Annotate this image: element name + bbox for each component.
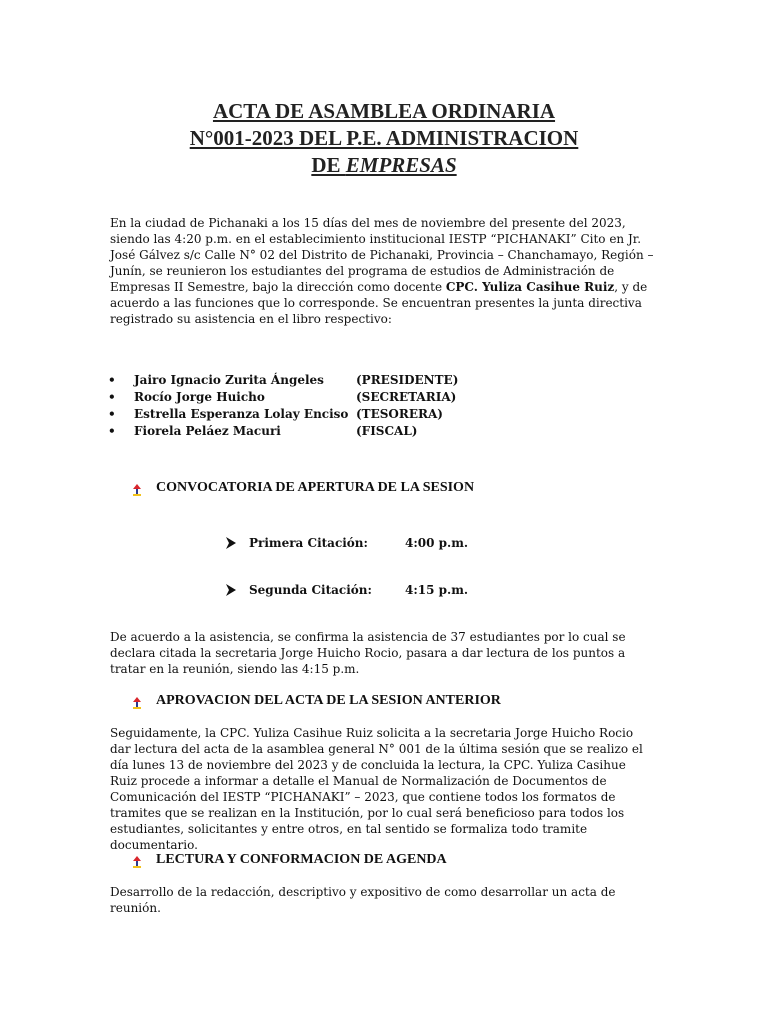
teacher-name: CPC. Yuliza Casihue Ruiz [445, 280, 615, 294]
arrow-bullet-stem [136, 489, 138, 494]
citation-time: 4:00 p.m. [405, 536, 469, 550]
bullet-icon: • [108, 407, 116, 421]
arrowhead-bullet-icon [225, 536, 237, 550]
arrow-bullet-shape [133, 697, 141, 702]
title-italic: EMPRESAS [345, 153, 457, 177]
bullet-icon: • [108, 424, 116, 438]
list-item [108, 389, 568, 406]
arrow-bullet-shape [133, 484, 141, 489]
member-role: (FISCAL) [356, 424, 418, 438]
list-item [108, 372, 568, 389]
citation-time: 4:15 p.m. [405, 583, 469, 597]
arrow-bullet-base [133, 494, 141, 496]
arrow-bullet-stem [136, 861, 138, 866]
document-title-line-3 [0, 152, 768, 179]
list-item [108, 406, 568, 423]
arrow-bullet-base [133, 707, 141, 709]
arrow-bullet-icon [130, 855, 144, 869]
member-name: Jairo Ignacio Zurita Ángeles [134, 373, 324, 387]
arrow-bullet-shape [133, 856, 141, 861]
member-name: Rocío Jorge Huicho [134, 390, 265, 404]
member-role: (SECRETARIA) [356, 390, 457, 404]
title-prefix: DE [311, 153, 346, 177]
list-item [108, 423, 568, 440]
board-members-list [108, 372, 568, 440]
member-name: Fiorela Peláez Macuri [134, 424, 281, 438]
arrowhead-shape [226, 537, 236, 549]
arrowhead-bullet-icon [225, 583, 237, 597]
citation-label: Segunda Citación: [249, 583, 372, 597]
bullet-icon: • [108, 373, 116, 387]
attendance-paragraph: De acuerdo a la asistencia, se confirma la asistencia de 37 estudiantes por lo cual se declara citada la secretaria Jorge Huicho Rocio, pasara a dar lectura de los puntos a tratar en la reunión, siendo las 4:15 p.m. [110, 630, 626, 676]
bullet-icon: • [108, 390, 116, 404]
citation-label: Primera Citación: [249, 536, 368, 550]
intro-text-end: , y de acuerdo a las funciones que lo corresponde. Se encuentran presentes la junta directiva registrado su asistencia en el libro respectivo: [110, 280, 648, 326]
intro-paragraph [110, 215, 655, 327]
member-role: (TESORERA) [356, 407, 443, 421]
intro-text-start: En la ciudad de Pichanaki a los 15 días del mes de noviembre del presente del 2023, siendo las 4:20 p.m. en el establecimiento institucional IESTP “PICHANAKI” Cito en Jr. José Gálvez s/c Calle N° 02 del Distrito de Pichanaki, Provincia – Chanchamayo, Región – Junín, se reunieron los estudiantes del programa de estudios de Administración de Empresas II Semestre, bajo la dirección como docente [110, 216, 654, 294]
agenda-paragraph: Desarrollo de la redacción, descriptivo y expositivo de como desarrollar un acta de reunión. [110, 885, 616, 915]
arrow-bullet-icon [130, 696, 144, 710]
arrow-bullet-icon [130, 483, 144, 497]
approval-paragraph: Seguidamente, la CPC. Yuliza Casihue Ruiz solicita a la secretaria Jorge Huicho Rocio dar lectura del acta de la asamblea general N° 001 de la última sesión que se realizo el día lunes 13 de noviembre del 2023 y de concluida la lectura, la CPC. Yuliza Casihue Ruiz procede a informar a detalle el Manual de Normalización de Documentos de Comunicación del IESTP “PICHANAKI” – 2023, que contiene todos los formatos de tramites que se realizan en la Institución, por lo cual será beneficioso para todos los estudiantes, solicitantes y entre otros, en tal sentido se formaliza todo tramite documentario. [110, 726, 643, 852]
document-title-line-1: ACTA DE ASAMBLEA ORDINARIA [212, 99, 556, 123]
document-title-line-2: N°001-2023 DEL P.E. ADMINISTRACION [189, 126, 579, 150]
arrowhead-shape [226, 584, 236, 596]
arrow-bullet-base [133, 866, 141, 868]
member-role: (PRESIDENTE) [356, 373, 459, 387]
member-name: Estrella Esperanza Lolay Enciso [134, 407, 349, 421]
document-page: ACTA DE ASAMBLEA ORDINARIA N°001-2023 DEL P.E. ADMINISTRACION DE EMPRESAS En la ciudad de Pichanaki a los 15 días del mes de noviembre del presente del 2023, siendo las 4:20 p.m. en el establecimiento institucional IESTP “PICHANAKI” Cito en Jr. José Gálvez s/c Calle N° 02 del Distrito de Pichanaki, Provincia – Chanchamayo, Región – Junín, se reunieron los estudiantes del programa de estudios de Administración de Empresas II Semestre, bajo la dirección como docente CPC. Yuliza Casihue Ruiz, y de acuerdo a las funciones que lo corresponde. Se encuentran presentes la junta directiva registrado su asistencia en el libro respectivo: • Jairo Ignacio Zurita Ángeles (PRESIDENTE) • Rocío Jorge Huicho (SECRETARIA) • Estrella Esperanza Lolay Enciso (TESORERA) • Fiorela Peláez Macuri (FISCAL) CONVOCATORIA DE APERTURA DE LA SESION Primera Citación: 4:00 p.m. Segunda Citación: 4:15 p.m. De acuerdo a la asistencia, se confirma la asistencia de 37 estudiantes por lo cual se declara citada la secretaria Jorge Huicho Rocio, pasara a dar lectura de los puntos a tratar en la reunión, siendo las 4:15 p.m. APROVACION DEL ACTA DE LA SESION ANTERIOR Seguidamente, la CPC. Yuliza Casihue Ruiz solicita a la secretaria Jorge Huicho Rocio dar lectura del acta de la asamblea general N° 001 de la última sesión que se realizo el día lunes 13 de noviembre del 2023 y de concluida la lectura, la CPC. Yuliza Casihue Ruiz procede a informar a detalle el Manual de Normalización de Documentos de Comunicación del IESTP “PICHANAKI” – 2023, que contiene todos los formatos de tramites que se realizan en la Institución, por lo cual será beneficioso para todos los estudiantes, solicitantes y entre otros, en tal sentido se formaliza todo tramite documentario. LECTURA Y CONFORMACION DE AGENDA Desarrollo de la redacción, descriptivo y expositivo de como desarrollar un acta de reunión. [0, 0, 768, 1024]
arrow-bullet-stem [136, 702, 138, 707]
